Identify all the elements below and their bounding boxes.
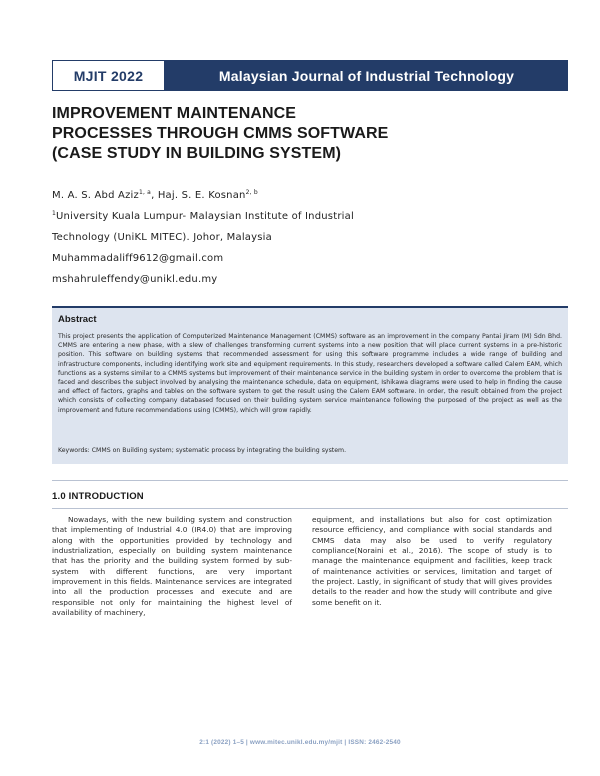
- author-email-2: mshahruleffendy@unikl.edu.my: [52, 274, 218, 285]
- journal-name-banner: [165, 60, 568, 91]
- abstract-heading: Abstract: [58, 314, 97, 325]
- section-divider-bottom: [52, 508, 568, 509]
- author-block: [52, 185, 572, 290]
- journal-abbrev-box: [52, 60, 165, 91]
- author-1: M. A. S. Abd Aziz: [52, 190, 139, 201]
- author-1-affil-mark: 1, a: [138, 189, 152, 196]
- affiliation-mark: 1: [52, 210, 57, 217]
- affiliation-line-1: [52, 206, 572, 227]
- journal-header: [52, 60, 568, 91]
- intro-column-right: equipment, and installations but also for cost optimization resource efficiency, and compliance with social standards and CMMS data may also be used to verify regulatory compliance(Noraini et al., 2016). The scope of study is to manage the maintenance equipment and facilities, keep track of maintenance activities or services, limitation and target of the project. Lastly, in significant of study that will gives provides details to the reader and how the study will contribute and give some benefit on it.: [312, 515, 552, 607]
- title-line-2: PROCESSES THROUGH CMMS SOFTWARE: [52, 125, 389, 142]
- abstract-box: [52, 306, 568, 464]
- section-divider-top: [52, 480, 568, 481]
- title-line-3: (CASE STUDY IN BUILDING SYSTEM): [52, 145, 342, 162]
- journal-abbrev: MJIT 2022: [73, 67, 144, 84]
- author-2-affil-mark: 2, b: [245, 189, 258, 196]
- abstract-text: This project presents the application of Computerized Maintenance Management (CMMS) software as an improvement in the company Pantai Jiram (M) Sdn Bhd. CMMS are entering a new phase, with a slew of challenges transforming current systems into a new position that will place current systems in a pre-historic position. This software on building systems that recommended assessment for using this software programme includes a wide range of building and infrastructure components, including identifying work site and equipment requirements. In this study, researchers developed a software called Calem EAM, which functions as a systems similar to a CMMS systems but improvement of their maintenance service in the building system in order to overcome the problem that is faced and describes the subject involved by analysing the maintenance schedule, data on equipment, Ishikawa diagrams were used to help in finding the cause and effect of factors, graphs and tables on the software system to get the result using the Calem EAM software. In order, the result obtained from the project which consists of collecting company databased focused on their building system service maintenance following the purposed of the project as well as the improvement and future recommendations using (CMMS), which will grow rapidly.: [58, 333, 562, 414]
- author-names: [52, 185, 572, 206]
- affiliation-line-2: Technology (UniKL MITEC). Johor, Malaysia: [52, 232, 272, 243]
- paper-title: [52, 104, 572, 164]
- page-footer: 2:1 (2022) 1–5 | www.mitec.unikl.edu.my/mjit | ISSN: 2462-2540: [199, 739, 401, 746]
- title-line-1: IMPROVEMENT MAINTENANCE: [52, 105, 297, 122]
- author-separator: ,: [151, 190, 158, 201]
- section-heading: 1.0 INTRODUCTION: [52, 491, 144, 502]
- journal-name: Malaysian Journal of Industrial Technology: [218, 67, 515, 84]
- author-email-1: Muhammadaliff9612@gmail.com: [52, 253, 224, 264]
- author-2: Haj. S. E. Kosnan: [157, 190, 246, 201]
- affiliation-text-1: University Kuala Lumpur- Malaysian Institute of Industrial: [56, 211, 354, 222]
- abstract-keywords: Keywords: CMMS on Building system; systematic process by integrating the building system.: [58, 447, 347, 454]
- intro-column-left: Nowadays, with the new building system and construction that implementing of Industrial 4.0 (IR4.0) that are improving along with the opportunities provided by technology and industrialization, especially on building system maintenance that has the priority and the building system formed by sub-system with different functions, are very important improvement in this fields. Maintenance services are integrated into all the production processes and execute and are responsible not only for maintaining the highest level of availability of machinery,: [52, 515, 292, 618]
